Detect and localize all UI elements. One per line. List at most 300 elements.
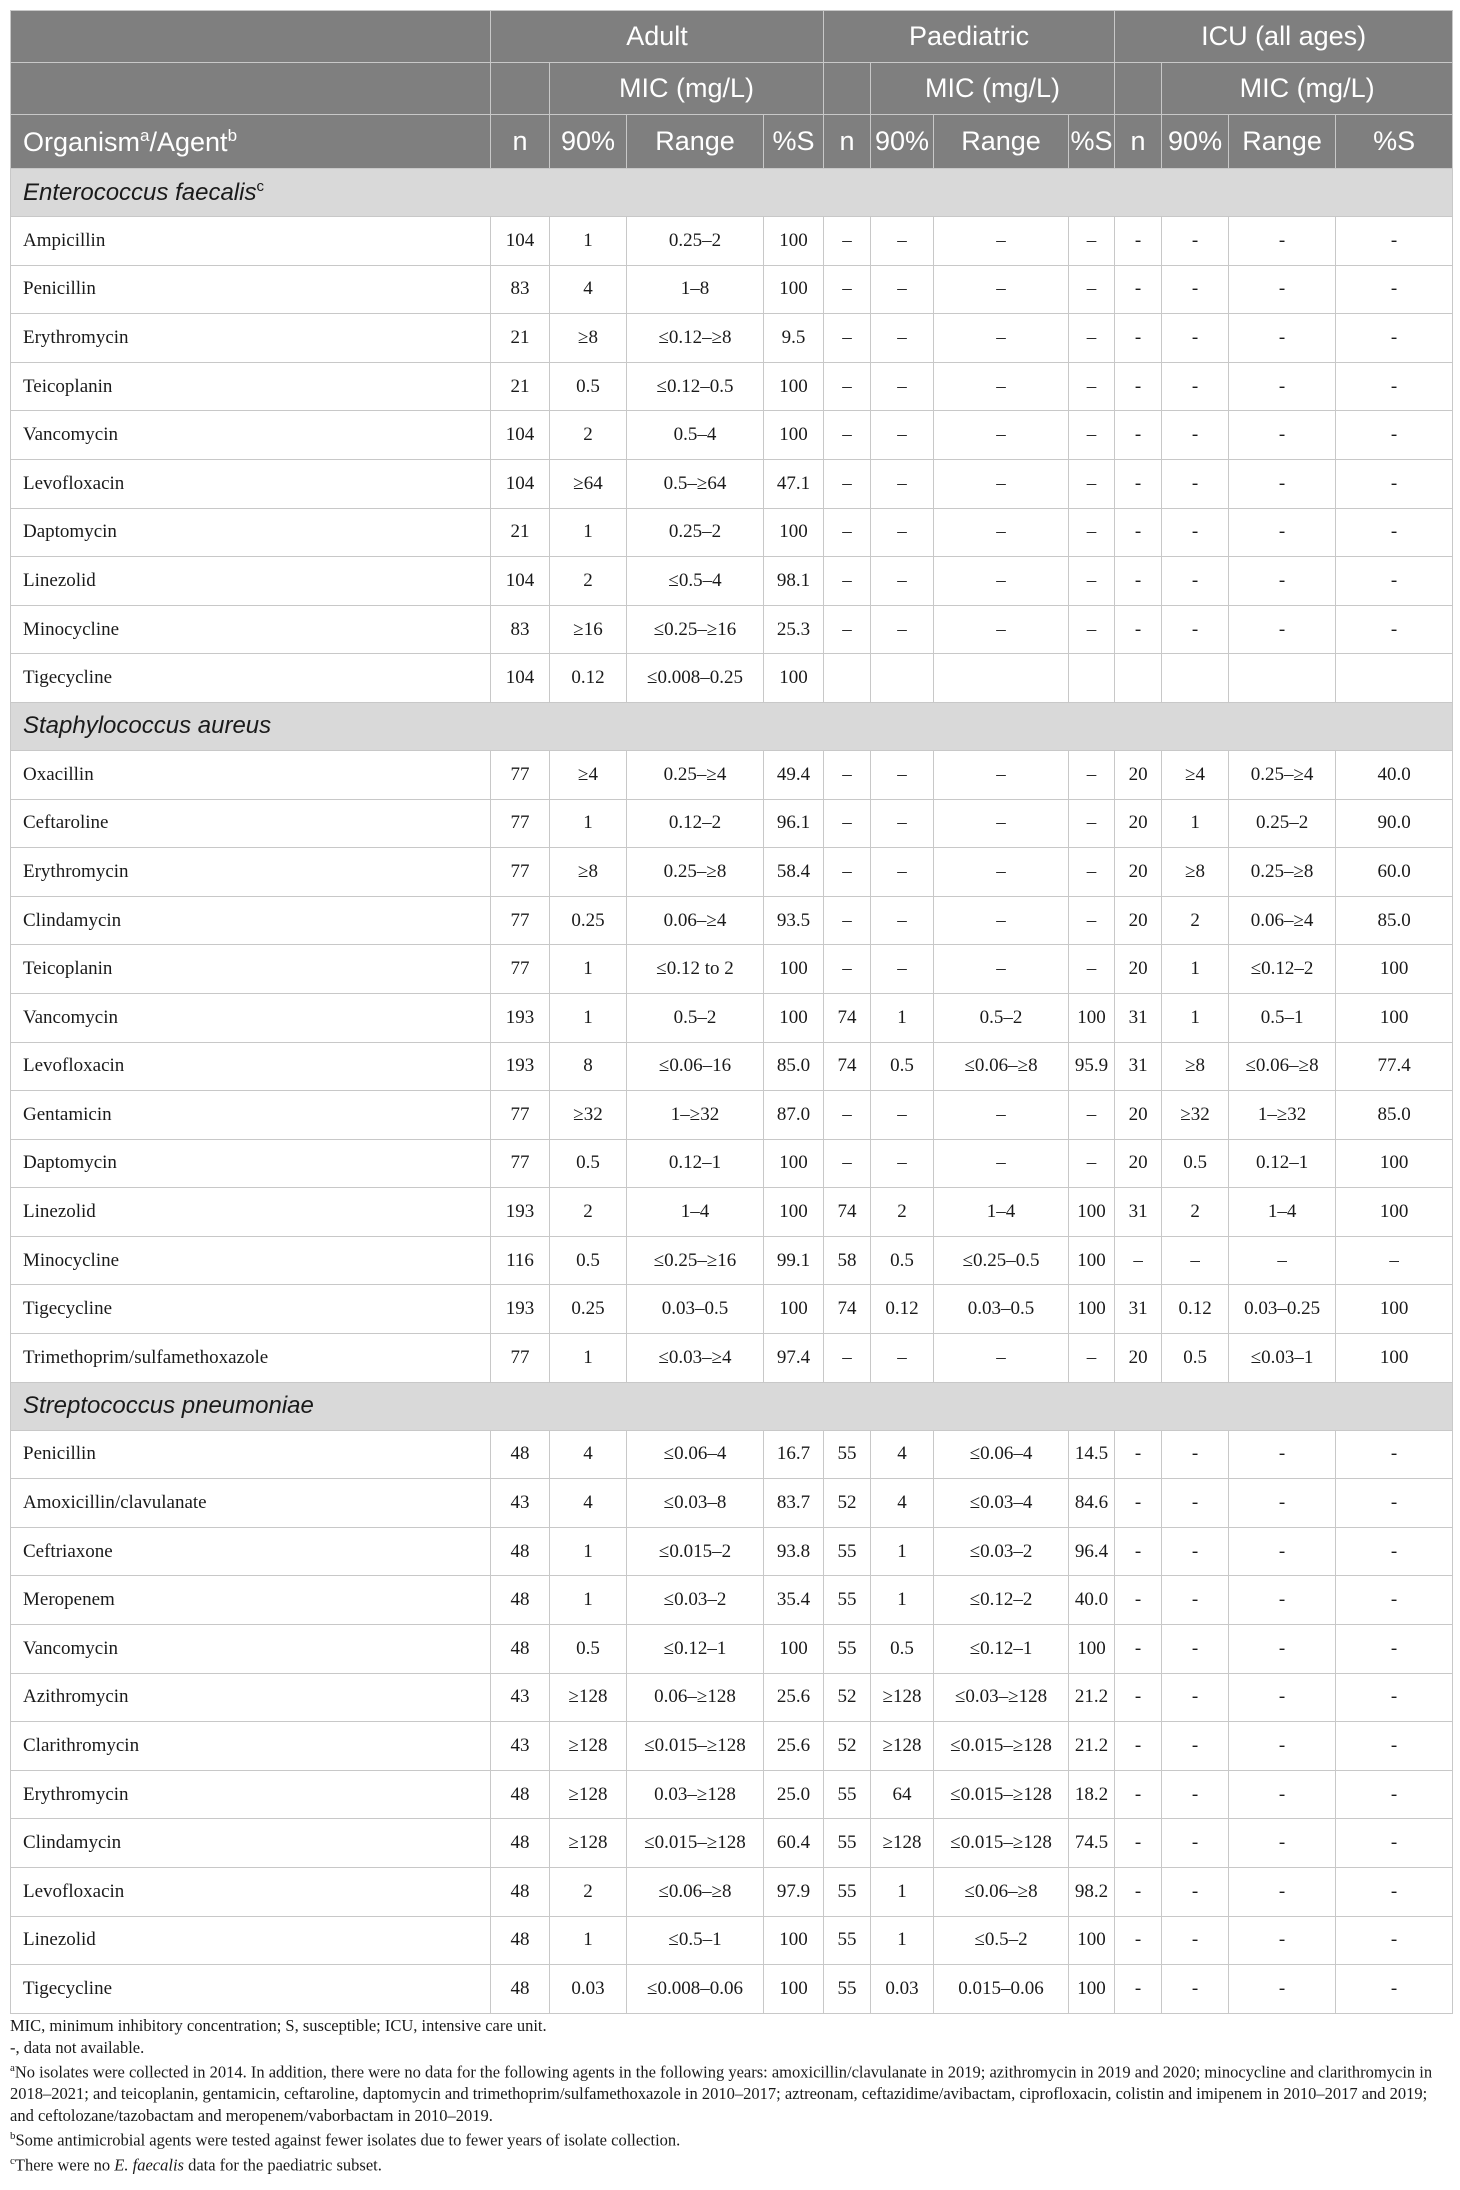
- adult-susceptible-cell: 100: [764, 1188, 824, 1237]
- icu-range-cell: -: [1229, 1625, 1336, 1674]
- adult-range-cell: 1–8: [627, 265, 764, 314]
- icu-mic90-cell: -: [1162, 1479, 1229, 1528]
- icu-range-cell: 0.25–2: [1229, 799, 1336, 848]
- paediatric-mic90-cell: 1: [871, 1916, 934, 1965]
- agent-name: Vancomycin: [11, 411, 491, 460]
- adult-susceptible-cell: 87.0: [764, 1091, 824, 1140]
- paediatric-n-cell: –: [824, 459, 871, 508]
- paediatric-susceptible-cell: 100: [1069, 993, 1115, 1042]
- adult-range-cell: ≤0.008–0.25: [627, 654, 764, 703]
- agent-name: Trimethoprim/sulfamethoxazole: [11, 1334, 491, 1383]
- table-row: [11, 945, 1453, 994]
- icu-susceptible-cell: -: [1336, 217, 1453, 266]
- paediatric-n-cell: –: [824, 1139, 871, 1188]
- paediatric-susceptible-cell: 21.2: [1069, 1722, 1115, 1771]
- adult-range-cell: ≤0.25–≥16: [627, 1236, 764, 1285]
- adult-mic90-cell: 0.5: [550, 362, 627, 411]
- footnote-b: [10, 2126, 1452, 2151]
- adult-range-cell: ≤0.015–≥128: [627, 1722, 764, 1771]
- icu-susceptible-cell: 100: [1336, 1334, 1453, 1383]
- adult-n-cell: 43: [491, 1673, 550, 1722]
- paediatric-mic90-cell: 64: [871, 1770, 934, 1819]
- adult-n-cell: 21: [491, 314, 550, 363]
- adult-susceptible-cell: 98.1: [764, 557, 824, 606]
- paediatric-range-cell: 0.015–0.06: [934, 1965, 1069, 2014]
- paediatric-n-cell: 52: [824, 1673, 871, 1722]
- adult-susceptible-cell: 25.3: [764, 605, 824, 654]
- paediatric-susceptible-cell: 95.9: [1069, 1042, 1115, 1091]
- paediatric-n-cell: –: [824, 1091, 871, 1140]
- icu-n-cell: -: [1115, 1576, 1162, 1625]
- paediatric-n-cell: 55: [824, 1916, 871, 1965]
- table-row: [11, 750, 1453, 799]
- adult-range-cell: ≤0.06–16: [627, 1042, 764, 1091]
- adult-n-cell: 43: [491, 1479, 550, 1528]
- icu-susceptible-cell: -: [1336, 1819, 1453, 1868]
- paediatric-range-cell: –: [934, 265, 1069, 314]
- paediatric-mic90-cell: –: [871, 848, 934, 897]
- icu-range-cell: -: [1229, 1527, 1336, 1576]
- table-row: [11, 1722, 1453, 1771]
- paediatric-mic90-cell: ≥128: [871, 1722, 934, 1771]
- paediatric-n-cell: –: [824, 605, 871, 654]
- adult-n-cell: 48: [491, 1770, 550, 1819]
- paediatric-range-cell: –: [934, 799, 1069, 848]
- adult-n-cell: 77: [491, 750, 550, 799]
- adult-susceptible-cell: 99.1: [764, 1236, 824, 1285]
- icu-mic90-cell: 1: [1162, 993, 1229, 1042]
- header-blank: [11, 11, 491, 63]
- table-row: [11, 1042, 1453, 1091]
- adult-range-cell: ≤0.06–4: [627, 1430, 764, 1479]
- adult-range-cell: ≤0.5–4: [627, 557, 764, 606]
- footnote-a: [10, 2058, 1452, 2126]
- icu-range-cell: -: [1229, 411, 1336, 460]
- paediatric-range-cell: 1–4: [934, 1188, 1069, 1237]
- adult-susceptible-cell: 100: [764, 217, 824, 266]
- icu-mic90-cell: 1: [1162, 945, 1229, 994]
- adult-susceptible-cell: 100: [764, 411, 824, 460]
- paediatric-susceptible-cell: 84.6: [1069, 1479, 1115, 1528]
- footnote-mark-a: a: [140, 125, 150, 145]
- icu-range-cell: -: [1229, 1430, 1336, 1479]
- table-row: [11, 362, 1453, 411]
- icu-n-cell: -: [1115, 1722, 1162, 1771]
- adult-mic90-cell: ≥128: [550, 1819, 627, 1868]
- icu-mic90-cell: -: [1162, 1722, 1229, 1771]
- icu-n-cell: 31: [1115, 1285, 1162, 1334]
- adult-range-cell: ≤0.03–2: [627, 1576, 764, 1625]
- paediatric-mic90-cell: [871, 654, 934, 703]
- icu-n-cell: -: [1115, 1965, 1162, 2014]
- agent-name: Penicillin: [11, 265, 491, 314]
- adult-range-cell: ≤0.03–≥4: [627, 1334, 764, 1383]
- table-row: [11, 605, 1453, 654]
- paediatric-susceptible-cell: –: [1069, 459, 1115, 508]
- adult-susceptible-cell: 85.0: [764, 1042, 824, 1091]
- adult-range-cell: ≤0.5–1: [627, 1916, 764, 1965]
- adult-susceptible-cell: 9.5: [764, 314, 824, 363]
- paediatric-susceptible-cell: –: [1069, 508, 1115, 557]
- adult-range-cell: 0.03–≥128: [627, 1770, 764, 1819]
- icu-mic90-cell: -: [1162, 1430, 1229, 1479]
- paediatric-range-cell: –: [934, 1139, 1069, 1188]
- paediatric-n-cell: –: [824, 557, 871, 606]
- footnote-dash: -, data not available.: [10, 2037, 145, 2057]
- adult-susceptible-cell: 93.8: [764, 1527, 824, 1576]
- icu-n-cell: -: [1115, 605, 1162, 654]
- paediatric-range-cell: –: [934, 605, 1069, 654]
- adult-n-cell: 77: [491, 945, 550, 994]
- icu-mic90-cell: -: [1162, 1673, 1229, 1722]
- table-row: [11, 1091, 1453, 1140]
- icu-range-cell: –: [1229, 1236, 1336, 1285]
- icu-susceptible-cell: 100: [1336, 1188, 1453, 1237]
- adult-n-cell: 48: [491, 1965, 550, 2014]
- adult-mic90-cell: ≥64: [550, 459, 627, 508]
- footnote-b-mark: b: [10, 2130, 16, 2142]
- adult-n-cell: 193: [491, 1042, 550, 1091]
- adult-range-cell: 1–4: [627, 1188, 764, 1237]
- mic-header-icu: MIC (mg/L): [1162, 63, 1453, 115]
- icu-mic90-cell: -: [1162, 1868, 1229, 1917]
- icu-susceptible-cell: -: [1336, 459, 1453, 508]
- paediatric-range-cell: ≤0.015–≥128: [934, 1722, 1069, 1771]
- adult-n-cell: 77: [491, 799, 550, 848]
- icu-n-cell: 20: [1115, 945, 1162, 994]
- footnote-c-post: data for the paediatric subset.: [183, 2155, 382, 2175]
- icu-range-cell: -: [1229, 557, 1336, 606]
- organism-agent-header: [11, 115, 491, 169]
- icu-susceptible-cell: -: [1336, 508, 1453, 557]
- icu-range-cell: [1229, 654, 1336, 703]
- adult-range-cell: 0.25–≥8: [627, 848, 764, 897]
- paediatric-n-cell: –: [824, 508, 871, 557]
- paediatric-range-cell: 0.5–2: [934, 993, 1069, 1042]
- footnote-c-mark: c: [10, 2155, 15, 2167]
- icu-mic90-cell: -: [1162, 1770, 1229, 1819]
- paediatric-susceptible-cell: [1069, 654, 1115, 703]
- agent-name: Minocycline: [11, 1236, 491, 1285]
- adult-susceptible-cell: 58.4: [764, 848, 824, 897]
- paediatric-susceptible-cell: –: [1069, 362, 1115, 411]
- icu-mic90-cell: -: [1162, 314, 1229, 363]
- paediatric-mic90-cell: 1: [871, 1527, 934, 1576]
- agent-name: Daptomycin: [11, 1139, 491, 1188]
- icu-susceptible-cell: -: [1336, 557, 1453, 606]
- paediatric-mic90-cell: –: [871, 1139, 934, 1188]
- group-header-icu: ICU (all ages): [1115, 11, 1453, 63]
- footnote-c: [10, 2151, 1452, 2176]
- paediatric-n-cell: –: [824, 799, 871, 848]
- adult-mic90-cell: 1: [550, 1334, 627, 1383]
- adult-mic90-cell: ≥4: [550, 750, 627, 799]
- paediatric-susceptible-cell: –: [1069, 265, 1115, 314]
- paediatric-mic90-cell: –: [871, 217, 934, 266]
- icu-susceptible-cell: 100: [1336, 1285, 1453, 1334]
- icu-susceptible-cell: -: [1336, 1625, 1453, 1674]
- paediatric-n-cell: 55: [824, 1965, 871, 2014]
- paediatric-susceptible-cell: –: [1069, 848, 1115, 897]
- table-row: [11, 1576, 1453, 1625]
- icu-n-cell: 20: [1115, 848, 1162, 897]
- agent-name: Oxacillin: [11, 750, 491, 799]
- icu-n-cell: -: [1115, 314, 1162, 363]
- icu-mic90-cell: 0.12: [1162, 1285, 1229, 1334]
- adult-n-cell: 104: [491, 557, 550, 606]
- icu-mic90-cell: -: [1162, 508, 1229, 557]
- adult-n-cell: 193: [491, 993, 550, 1042]
- icu-range-cell: -: [1229, 1868, 1336, 1917]
- organism-label: Organism: [23, 126, 141, 157]
- header-blank: [11, 63, 491, 115]
- paediatric-n-cell: [824, 654, 871, 703]
- paediatric-n-cell: 58: [824, 1236, 871, 1285]
- adult-susceptible-cell: 100: [764, 654, 824, 703]
- icu-n-cell: 20: [1115, 1139, 1162, 1188]
- section-header-row: [11, 169, 1453, 217]
- paediatric-range-cell: ≤0.25–0.5: [934, 1236, 1069, 1285]
- icu-n-cell: -: [1115, 1479, 1162, 1528]
- paediatric-n-cell: 55: [824, 1527, 871, 1576]
- icu-susceptible-cell: 40.0: [1336, 750, 1453, 799]
- adult-n-cell: 48: [491, 1430, 550, 1479]
- icu-mic90-cell: -: [1162, 557, 1229, 606]
- icu-n-cell: 31: [1115, 1042, 1162, 1091]
- col-header-mic90: 90%: [550, 115, 627, 169]
- adult-range-cell: 0.03–0.5: [627, 1285, 764, 1334]
- icu-n-cell: -: [1115, 1430, 1162, 1479]
- adult-n-cell: 193: [491, 1188, 550, 1237]
- adult-range-cell: 0.5–2: [627, 993, 764, 1042]
- icu-susceptible-cell: 100: [1336, 945, 1453, 994]
- icu-n-cell: -: [1115, 459, 1162, 508]
- adult-susceptible-cell: 60.4: [764, 1819, 824, 1868]
- adult-susceptible-cell: 100: [764, 265, 824, 314]
- paediatric-susceptible-cell: 100: [1069, 1285, 1115, 1334]
- adult-n-cell: 48: [491, 1576, 550, 1625]
- paediatric-mic90-cell: ≥128: [871, 1819, 934, 1868]
- adult-susceptible-cell: 25.6: [764, 1722, 824, 1771]
- paediatric-mic90-cell: –: [871, 459, 934, 508]
- table-row: [11, 508, 1453, 557]
- organism-heading: [11, 169, 1453, 217]
- paediatric-n-cell: 55: [824, 1868, 871, 1917]
- icu-susceptible-cell: -: [1336, 1576, 1453, 1625]
- adult-range-cell: ≤0.12–0.5: [627, 362, 764, 411]
- adult-n-cell: 43: [491, 1722, 550, 1771]
- adult-mic90-cell: 1: [550, 799, 627, 848]
- table-row: [11, 557, 1453, 606]
- adult-mic90-cell: 1: [550, 1576, 627, 1625]
- icu-susceptible-cell: -: [1336, 411, 1453, 460]
- organism-footnote-mark: c: [256, 178, 264, 195]
- icu-mic90-cell: 1: [1162, 799, 1229, 848]
- adult-susceptible-cell: 100: [764, 1285, 824, 1334]
- icu-susceptible-cell: -: [1336, 1479, 1453, 1528]
- adult-range-cell: 0.12–2: [627, 799, 764, 848]
- paediatric-susceptible-cell: –: [1069, 750, 1115, 799]
- adult-mic90-cell: 1: [550, 217, 627, 266]
- paediatric-range-cell: ≤0.06–≥8: [934, 1042, 1069, 1091]
- icu-range-cell: -: [1229, 1770, 1336, 1819]
- adult-mic90-cell: 0.5: [550, 1236, 627, 1285]
- adult-mic90-cell: 8: [550, 1042, 627, 1091]
- table-row: [11, 1673, 1453, 1722]
- adult-mic90-cell: 0.25: [550, 1285, 627, 1334]
- paediatric-susceptible-cell: 100: [1069, 1188, 1115, 1237]
- agent-name: Tigecycline: [11, 654, 491, 703]
- adult-range-cell: ≤0.12–≥8: [627, 314, 764, 363]
- footnote-a-mark: a: [10, 2062, 15, 2074]
- agent-name: Daptomycin: [11, 508, 491, 557]
- adult-mic90-cell: ≥16: [550, 605, 627, 654]
- adult-mic90-cell: 2: [550, 1188, 627, 1237]
- agent-name: Gentamicin: [11, 1091, 491, 1140]
- icu-mic90-cell: -: [1162, 411, 1229, 460]
- table-row: [11, 1188, 1453, 1237]
- icu-n-cell: 20: [1115, 1091, 1162, 1140]
- paediatric-mic90-cell: –: [871, 1334, 934, 1383]
- table-row: [11, 1819, 1453, 1868]
- paediatric-range-cell: –: [934, 750, 1069, 799]
- agent-name: Levofloxacin: [11, 459, 491, 508]
- icu-range-cell: 1–4: [1229, 1188, 1336, 1237]
- adult-range-cell: 1–≥32: [627, 1091, 764, 1140]
- paediatric-susceptible-cell: 21.2: [1069, 1673, 1115, 1722]
- footnote-b-text: Some antimicrobial agents were tested against fewer isolates due to fewer years of isolate collection.: [15, 2130, 681, 2150]
- icu-range-cell: -: [1229, 605, 1336, 654]
- adult-range-cell: 0.06–≥4: [627, 896, 764, 945]
- adult-mic90-cell: ≥32: [550, 1091, 627, 1140]
- icu-susceptible-cell: 85.0: [1336, 1091, 1453, 1140]
- icu-susceptible-cell: 100: [1336, 1139, 1453, 1188]
- icu-n-cell: [1115, 654, 1162, 703]
- icu-range-cell: 0.12–1: [1229, 1139, 1336, 1188]
- paediatric-mic90-cell: 1: [871, 1868, 934, 1917]
- paediatric-mic90-cell: –: [871, 362, 934, 411]
- adult-n-cell: 104: [491, 411, 550, 460]
- paediatric-n-cell: 74: [824, 993, 871, 1042]
- icu-n-cell: -: [1115, 1868, 1162, 1917]
- icu-mic90-cell: –: [1162, 1236, 1229, 1285]
- paediatric-range-cell: –: [934, 1334, 1069, 1383]
- paediatric-susceptible-cell: 96.4: [1069, 1527, 1115, 1576]
- adult-susceptible-cell: 100: [764, 1139, 824, 1188]
- icu-range-cell: 0.06–≥4: [1229, 896, 1336, 945]
- adult-n-cell: 48: [491, 1868, 550, 1917]
- paediatric-n-cell: 55: [824, 1576, 871, 1625]
- paediatric-range-cell: ≤0.03–4: [934, 1479, 1069, 1528]
- adult-n-cell: 77: [491, 1139, 550, 1188]
- paediatric-mic90-cell: 1: [871, 993, 934, 1042]
- paediatric-mic90-cell: –: [871, 605, 934, 654]
- paediatric-range-cell: –: [934, 411, 1069, 460]
- paediatric-susceptible-cell: –: [1069, 314, 1115, 363]
- paediatric-mic90-cell: –: [871, 750, 934, 799]
- organism-heading: [11, 702, 1453, 750]
- adult-n-cell: 21: [491, 362, 550, 411]
- paediatric-range-cell: –: [934, 945, 1069, 994]
- adult-susceptible-cell: 25.0: [764, 1770, 824, 1819]
- organism-heading: [11, 1382, 1453, 1430]
- table-row: [11, 1285, 1453, 1334]
- table-row: [11, 1868, 1453, 1917]
- adult-susceptible-cell: 49.4: [764, 750, 824, 799]
- paediatric-susceptible-cell: –: [1069, 1139, 1115, 1188]
- paediatric-range-cell: ≤0.06–≥8: [934, 1868, 1069, 1917]
- adult-mic90-cell: 1: [550, 945, 627, 994]
- icu-range-cell: -: [1229, 217, 1336, 266]
- icu-n-cell: -: [1115, 508, 1162, 557]
- icu-mic90-cell: ≥32: [1162, 1091, 1229, 1140]
- adult-susceptible-cell: 100: [764, 362, 824, 411]
- col-header-n: n: [824, 115, 871, 169]
- agent-name: Teicoplanin: [11, 945, 491, 994]
- paediatric-range-cell: ≤0.12–2: [934, 1576, 1069, 1625]
- agent-name: Linezolid: [11, 1916, 491, 1965]
- icu-n-cell: -: [1115, 411, 1162, 460]
- icu-range-cell: -: [1229, 1916, 1336, 1965]
- agent-name: Amoxicillin/clavulanate: [11, 1479, 491, 1528]
- col-header-susceptible: %S: [764, 115, 824, 169]
- adult-n-cell: 116: [491, 1236, 550, 1285]
- paediatric-susceptible-cell: 74.5: [1069, 1819, 1115, 1868]
- agent-name: Clindamycin: [11, 896, 491, 945]
- paediatric-susceptible-cell: 100: [1069, 1625, 1115, 1674]
- agent-name: Tigecycline: [11, 1285, 491, 1334]
- icu-n-cell: 20: [1115, 799, 1162, 848]
- adult-range-cell: 0.06–≥128: [627, 1673, 764, 1722]
- agent-name: Penicillin: [11, 1430, 491, 1479]
- adult-mic90-cell: 4: [550, 1430, 627, 1479]
- agent-name: Clindamycin: [11, 1819, 491, 1868]
- table-row: [11, 217, 1453, 266]
- paediatric-range-cell: –: [934, 217, 1069, 266]
- icu-n-cell: -: [1115, 265, 1162, 314]
- icu-mic90-cell: -: [1162, 1819, 1229, 1868]
- icu-range-cell: -: [1229, 1722, 1336, 1771]
- icu-susceptible-cell: 77.4: [1336, 1042, 1453, 1091]
- paediatric-n-cell: 74: [824, 1042, 871, 1091]
- adult-range-cell: 0.25–≥4: [627, 750, 764, 799]
- paediatric-range-cell: 0.03–0.5: [934, 1285, 1069, 1334]
- paediatric-range-cell: –: [934, 508, 1069, 557]
- icu-n-cell: -: [1115, 217, 1162, 266]
- adult-mic90-cell: 1: [550, 993, 627, 1042]
- adult-susceptible-cell: 47.1: [764, 459, 824, 508]
- adult-n-cell: 104: [491, 459, 550, 508]
- icu-range-cell: 1–≥32: [1229, 1091, 1336, 1140]
- icu-mic90-cell: 2: [1162, 1188, 1229, 1237]
- paediatric-mic90-cell: 4: [871, 1430, 934, 1479]
- paediatric-range-cell: –: [934, 459, 1069, 508]
- header-blank: [824, 63, 871, 115]
- paediatric-mic90-cell: 0.12: [871, 1285, 934, 1334]
- adult-susceptible-cell: 83.7: [764, 1479, 824, 1528]
- icu-susceptible-cell: -: [1336, 1868, 1453, 1917]
- icu-mic90-cell: [1162, 654, 1229, 703]
- footnote-c-organism: E. faecalis: [114, 2155, 184, 2175]
- paediatric-susceptible-cell: –: [1069, 411, 1115, 460]
- paediatric-n-cell: –: [824, 750, 871, 799]
- agent-name: Tigecycline: [11, 1965, 491, 2014]
- paediatric-n-cell: 74: [824, 1188, 871, 1237]
- paediatric-mic90-cell: –: [871, 1091, 934, 1140]
- adult-mic90-cell: ≥128: [550, 1722, 627, 1771]
- icu-mic90-cell: ≥4: [1162, 750, 1229, 799]
- paediatric-n-cell: 55: [824, 1430, 871, 1479]
